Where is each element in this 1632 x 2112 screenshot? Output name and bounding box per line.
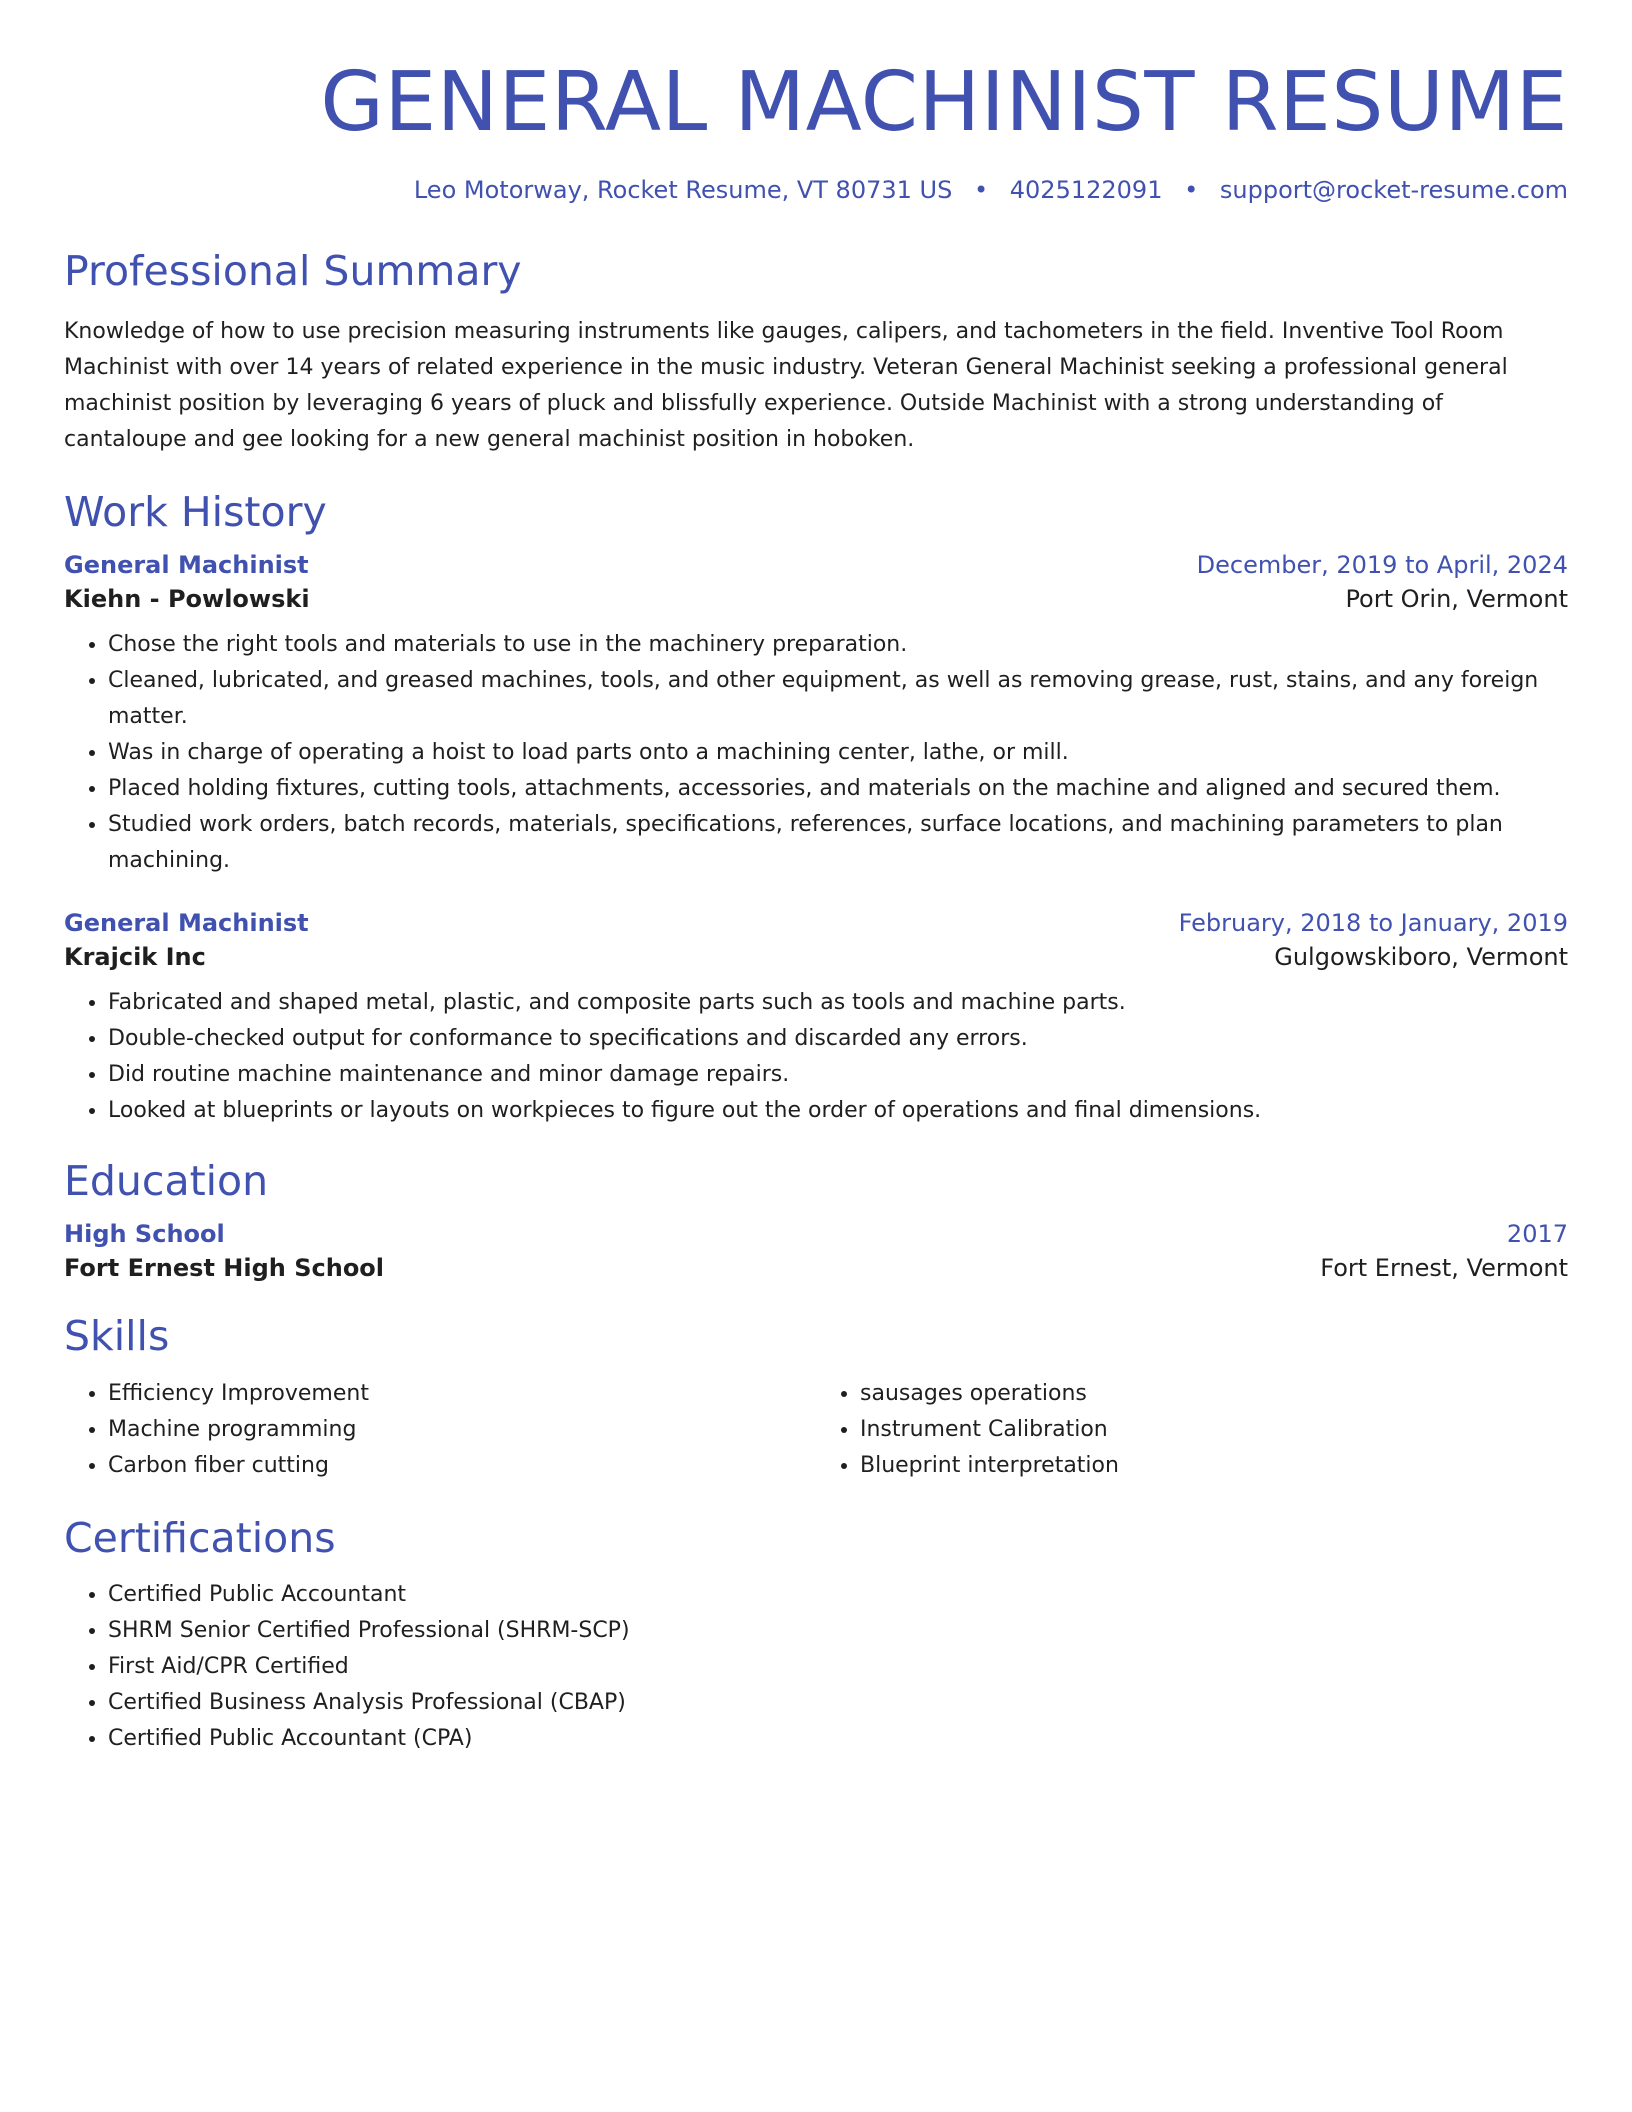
education-degree: High School [64, 1220, 225, 1249]
job-location: Gulgowskiboro, Vermont [1274, 943, 1568, 972]
job-dates: February, 2018 to January, 2019 [1178, 909, 1568, 938]
contact-email: support@rocket-resume.com [1219, 176, 1568, 204]
skills-list-right [816, 1376, 1568, 1484]
work-history-heading: Work History [64, 487, 327, 536]
skills-heading: Skills [64, 1312, 170, 1361]
skill-item: • Instrument Calibration [860, 1412, 1568, 1448]
certifications-list [64, 1577, 1568, 1757]
job-duties-list [64, 985, 1568, 1129]
job-title: General Machinist [64, 551, 309, 580]
certification-item: • SHRM Senior Certified Professional (SHRM-SCP) [108, 1613, 1568, 1649]
job-duties-list [64, 627, 1568, 879]
education-school: Fort Ernest High School [64, 1254, 385, 1283]
resume-page [64, 0, 1568, 1757]
contact-line [64, 176, 1568, 205]
job-header [64, 909, 1568, 937]
job-subheader [64, 943, 1568, 971]
job-duty-item: • Placed holding fixtures, cutting tools, attachments, accessories, and materials on the machine and aligned and secured them. [108, 771, 1568, 807]
job-duty-item: • Did routine machine maintenance and minor damage repairs. [108, 1057, 1568, 1093]
certification-item: • Certified Public Accountant (CPA) [108, 1721, 1568, 1757]
contact-address: Leo Motorway, Rocket Resume, VT 80731 US [413, 176, 953, 204]
certifications-heading: Certifications [64, 1513, 336, 1562]
job-dates: December, 2019 to April, 2024 [1196, 551, 1568, 580]
job-duty-item: • Was in charge of operating a hoist to load parts onto a machining center, lathe, or mill. [108, 735, 1568, 771]
job-entry [64, 909, 1568, 1129]
skill-item: • Carbon fiber cutting [108, 1448, 816, 1484]
skill-item: • sausages operations [860, 1376, 1568, 1412]
education-location: Fort Ernest, Vermont [1320, 1254, 1568, 1283]
job-duty-item: • Studied work orders, batch records, materials, specifications, references, surface locations, and machining parameters to plan machining. [108, 807, 1568, 879]
education-entry [64, 1220, 1568, 1282]
certification-item: • Certified Business Analysis Professional (CBAP) [108, 1685, 1568, 1721]
job-company: Kiehn - Powlowski [64, 585, 310, 614]
skill-item: • Blueprint interpretation [860, 1448, 1568, 1484]
contact-phone: 4025122091 [1009, 176, 1163, 204]
certification-item: • First Aid/CPR Certified [108, 1649, 1568, 1685]
skills-list-left [64, 1376, 816, 1484]
job-location: Port Orin, Vermont [1345, 585, 1568, 614]
education-year: 2017 [1506, 1220, 1568, 1249]
education-subheader [64, 1254, 1568, 1282]
job-duty-item: • Chose the right tools and materials to use in the machinery preparation. [108, 627, 1568, 663]
job-duty-item: • Looked at blueprints or layouts on workpieces to figure out the order of operations and final dimensions. [108, 1093, 1568, 1129]
education-heading: Education [64, 1157, 269, 1206]
professional-summary-text: Knowledge of how to use precision measuring instruments like gauges, calipers, and tachometers in the field. Inventive Tool Room Machinist with over 14 years of related experience in the music industry. Veteran General Machinist seeking a professional general machinist position by leveraging 6 years of pluck and blissfully experience. Outside Machinist with a strong understanding of cantaloupe and gee looking for a new general machinist position in hoboken. [64, 318, 1508, 452]
job-duty-item: • Fabricated and shaped metal, plastic, and composite parts such as tools and machine parts. [108, 985, 1568, 1021]
job-duty-item: • Cleaned, lubricated, and greased machines, tools, and other equipment, as well as removing grease, rust, stains, and any foreign matter. [108, 663, 1568, 735]
job-title: General Machinist [64, 909, 309, 938]
skill-item: • Efficiency Improvement [108, 1376, 816, 1412]
resume-name-heading: GENERAL MACHINIST RESUME [320, 55, 1568, 150]
professional-summary-heading: Professional Summary [64, 246, 522, 295]
certification-item: • Certified Public Accountant [108, 1577, 1568, 1613]
contact-separator: • [1184, 176, 1199, 204]
job-subheader [64, 585, 1568, 613]
job-company: Krajcik Inc [64, 943, 206, 972]
skill-item: • Machine programming [108, 1412, 816, 1448]
job-header [64, 551, 1568, 579]
contact-separator: • [973, 176, 989, 204]
skills-grid [64, 1376, 1568, 1484]
job-duty-item: • Double-checked output for conformance to specifications and discarded any errors. [108, 1021, 1568, 1057]
job-entry [64, 551, 1568, 879]
education-header [64, 1220, 1568, 1248]
